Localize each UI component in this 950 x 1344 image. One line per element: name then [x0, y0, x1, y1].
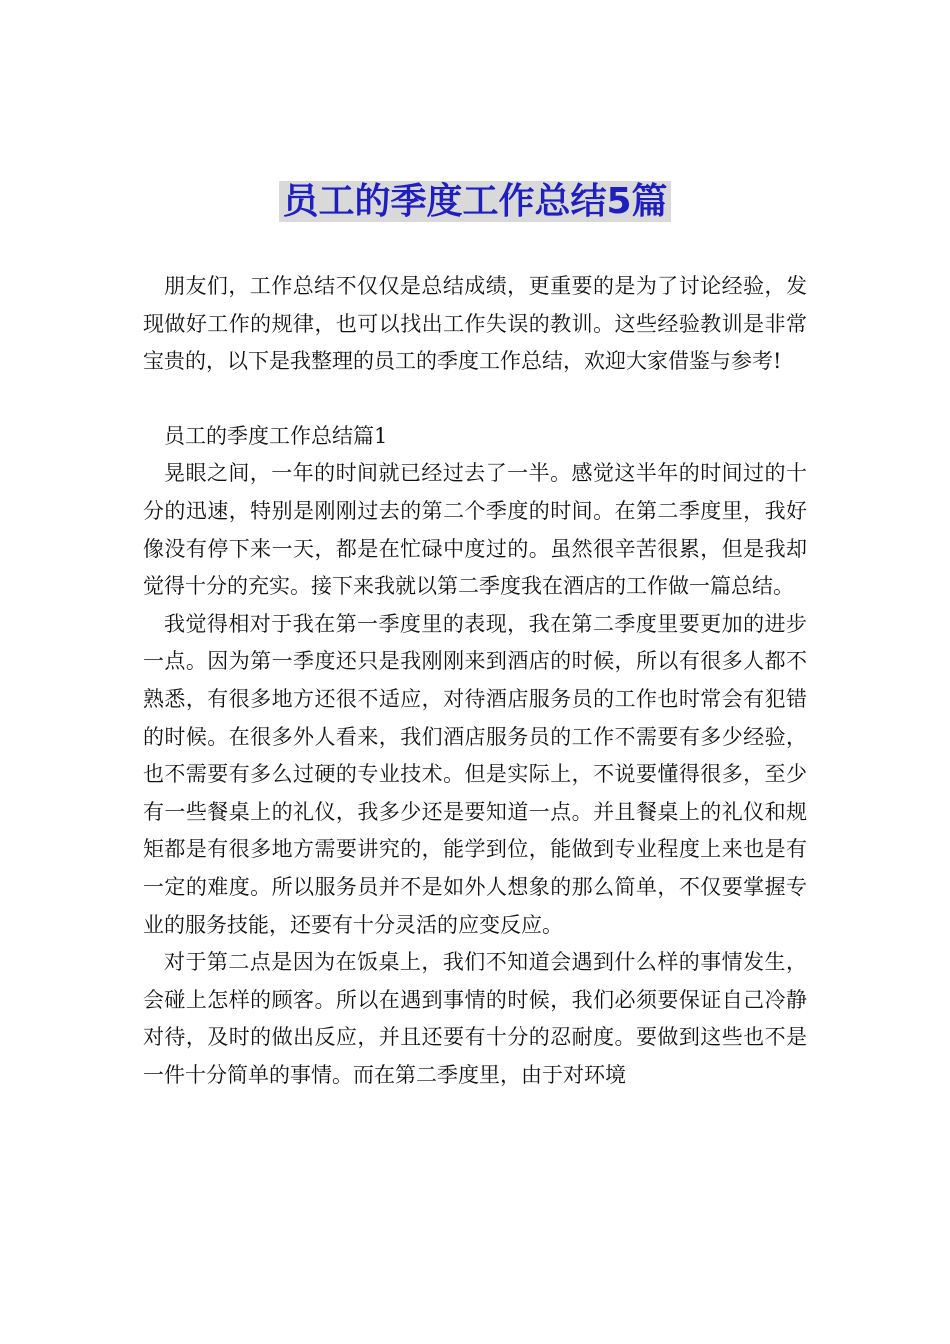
paragraph-gap — [143, 381, 807, 418]
section-heading: 员工的季度工作总结篇1 — [164, 423, 388, 448]
document-title — [0, 176, 950, 228]
intro-paragraph: 朋友们，工作总结不仅仅是总结成绩，更重要的是为了讨论经验，发现做好工作的规律，也可以找出工作失误的教训。这些经验教训是非常宝贵的，以下是我整理的员工的季度工作总结，欢迎大家借鉴与参考! — [143, 274, 807, 374]
body-paragraph-3: 对于第二点是因为在饭桌上，我们不知道会遇到什么样的事情发生，会碰上怎样的顾客。所以在遇到事情的时候，我们必须要保证自己冷静对待，及时的做出反应，并且还要有十分的忍耐度。要做到这些也不是一件十分简单的事情。而在第二季度里，由于对环境 — [143, 950, 807, 1087]
body-paragraph-2: 我觉得相对于我在第一季度里的表现，我在第二季度里要更加的进步一点。因为第一季度还只是我刚刚来到酒店的时候，所以有很多人都不熟悉，有很多地方还很不适应，对待酒店服务员的工作也时常会有犯错的时候。在很多外人看来，我们酒店服务员的工作不需要有多少经验，也不需要有多么过硬的专业技术。但是实际上，不说要懂得很多，至少有一些餐桌上的礼仪，我多少还是要知道一点。并且餐桌上的礼仪和规矩都是有很多地方需要讲究的，能学到位，能做到专业程度上来也是有一定的难度。所以服务员并不是如外人想象的那么简单，不仅要掌握专业的服务技能，还要有十分灵活的应变反应。 — [143, 611, 807, 937]
body-paragraph-1: 晃眼之间，一年的时间就已经过去了一半。感觉这半年的时间过的十分的迅速，特别是刚刚过去的第二个季度的时间。在第二季度里，我好像没有停下来一天，都是在忙碌中度过的。虽然很辛苦很累，但是我却觉得十分的充实。接下来我就以第二季度我在酒店的工作做一篇总结。 — [143, 461, 807, 599]
document-body — [143, 268, 807, 1094]
document-title-text: 员工的季度工作总结5篇 — [279, 181, 670, 222]
